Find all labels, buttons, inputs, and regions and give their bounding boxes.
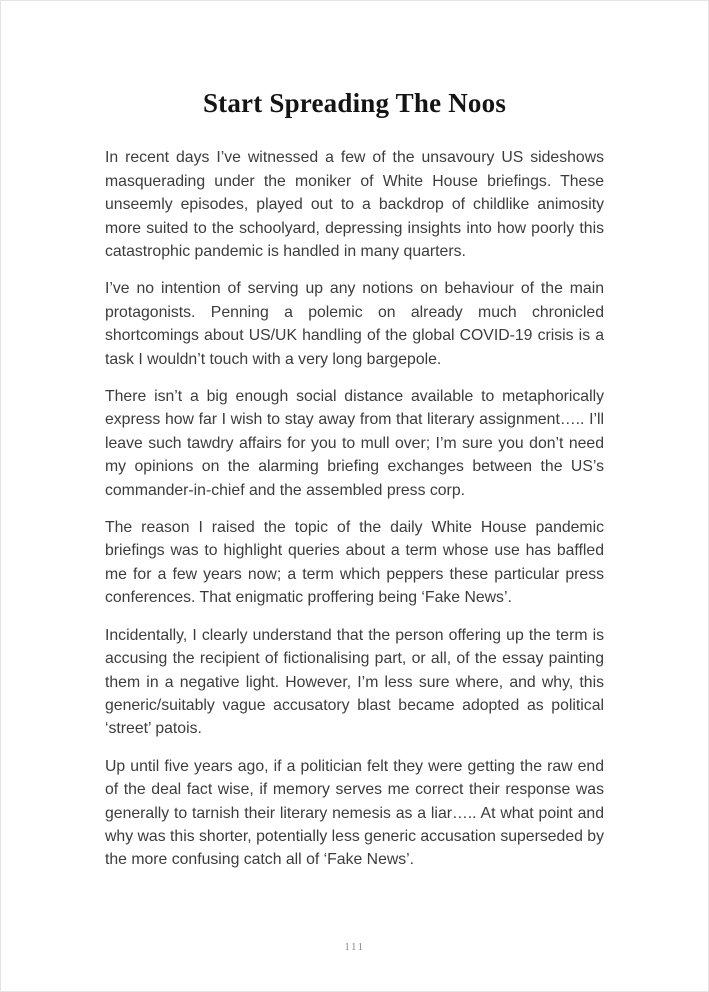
paragraph: In recent days I’ve witnessed a few of the unsavoury US sideshows masquerading under the moniker of White House briefings. These unseemly episodes, played out to a backdrop of childlike animosity more suited to the schoolyard, depressing insights into how poorly this catastrophic pandemic is handled in many quarters.	[105, 149, 604, 261]
paragraph: The reason I raised the topic of the daily White House pandemic briefings was to highlight queries about a term whose use has baffled me for a few years now; a term which peppers these particular press conferences. That enigmatic proffering being ‘Fake News’.	[105, 519, 604, 607]
paragraph: Up until five years ago, if a politician felt they were getting the raw end of the deal fact wise, if memory serves me correct their response was generally to tarnish their literary nemesis as a liar….. At what point and why was this shorter, potentially less generic accusation superseded by the more confusing catch all of ‘Fake News’.	[105, 757, 604, 869]
paragraph: There isn’t a big enough social distance available to metaphorically express how far I wish to stay away from that literary assignment….. I’ll leave such tawdry affairs for you to mull over; I’m sure you don’t need my opinions on the alarming briefing exchanges between the US’s commander-in-chief and the assembled press corp.	[105, 388, 604, 499]
page-title: Start Spreading The Noos	[202, 88, 507, 118]
paragraph: Incidentally, I clearly understand that the person offering up the term is accusing the recipient of fictionalising part, or all, of the essay painting them in a negative light. However, I’m less sure where, and why, this generic/suitably vague accusatory blast became adopted as political ‘street’ patois.	[105, 626, 604, 738]
paragraph: I’ve no intention of serving up any notions on behaviour of the main protagonists. Penning a polemic on already much chronicled shortcomings about US/UK handling of the global COVID-19 crisis is a task I wouldn’t touch with a very long bargepole.	[105, 280, 604, 368]
article-body	[105, 146, 604, 871]
page-number: 111	[344, 941, 365, 953]
